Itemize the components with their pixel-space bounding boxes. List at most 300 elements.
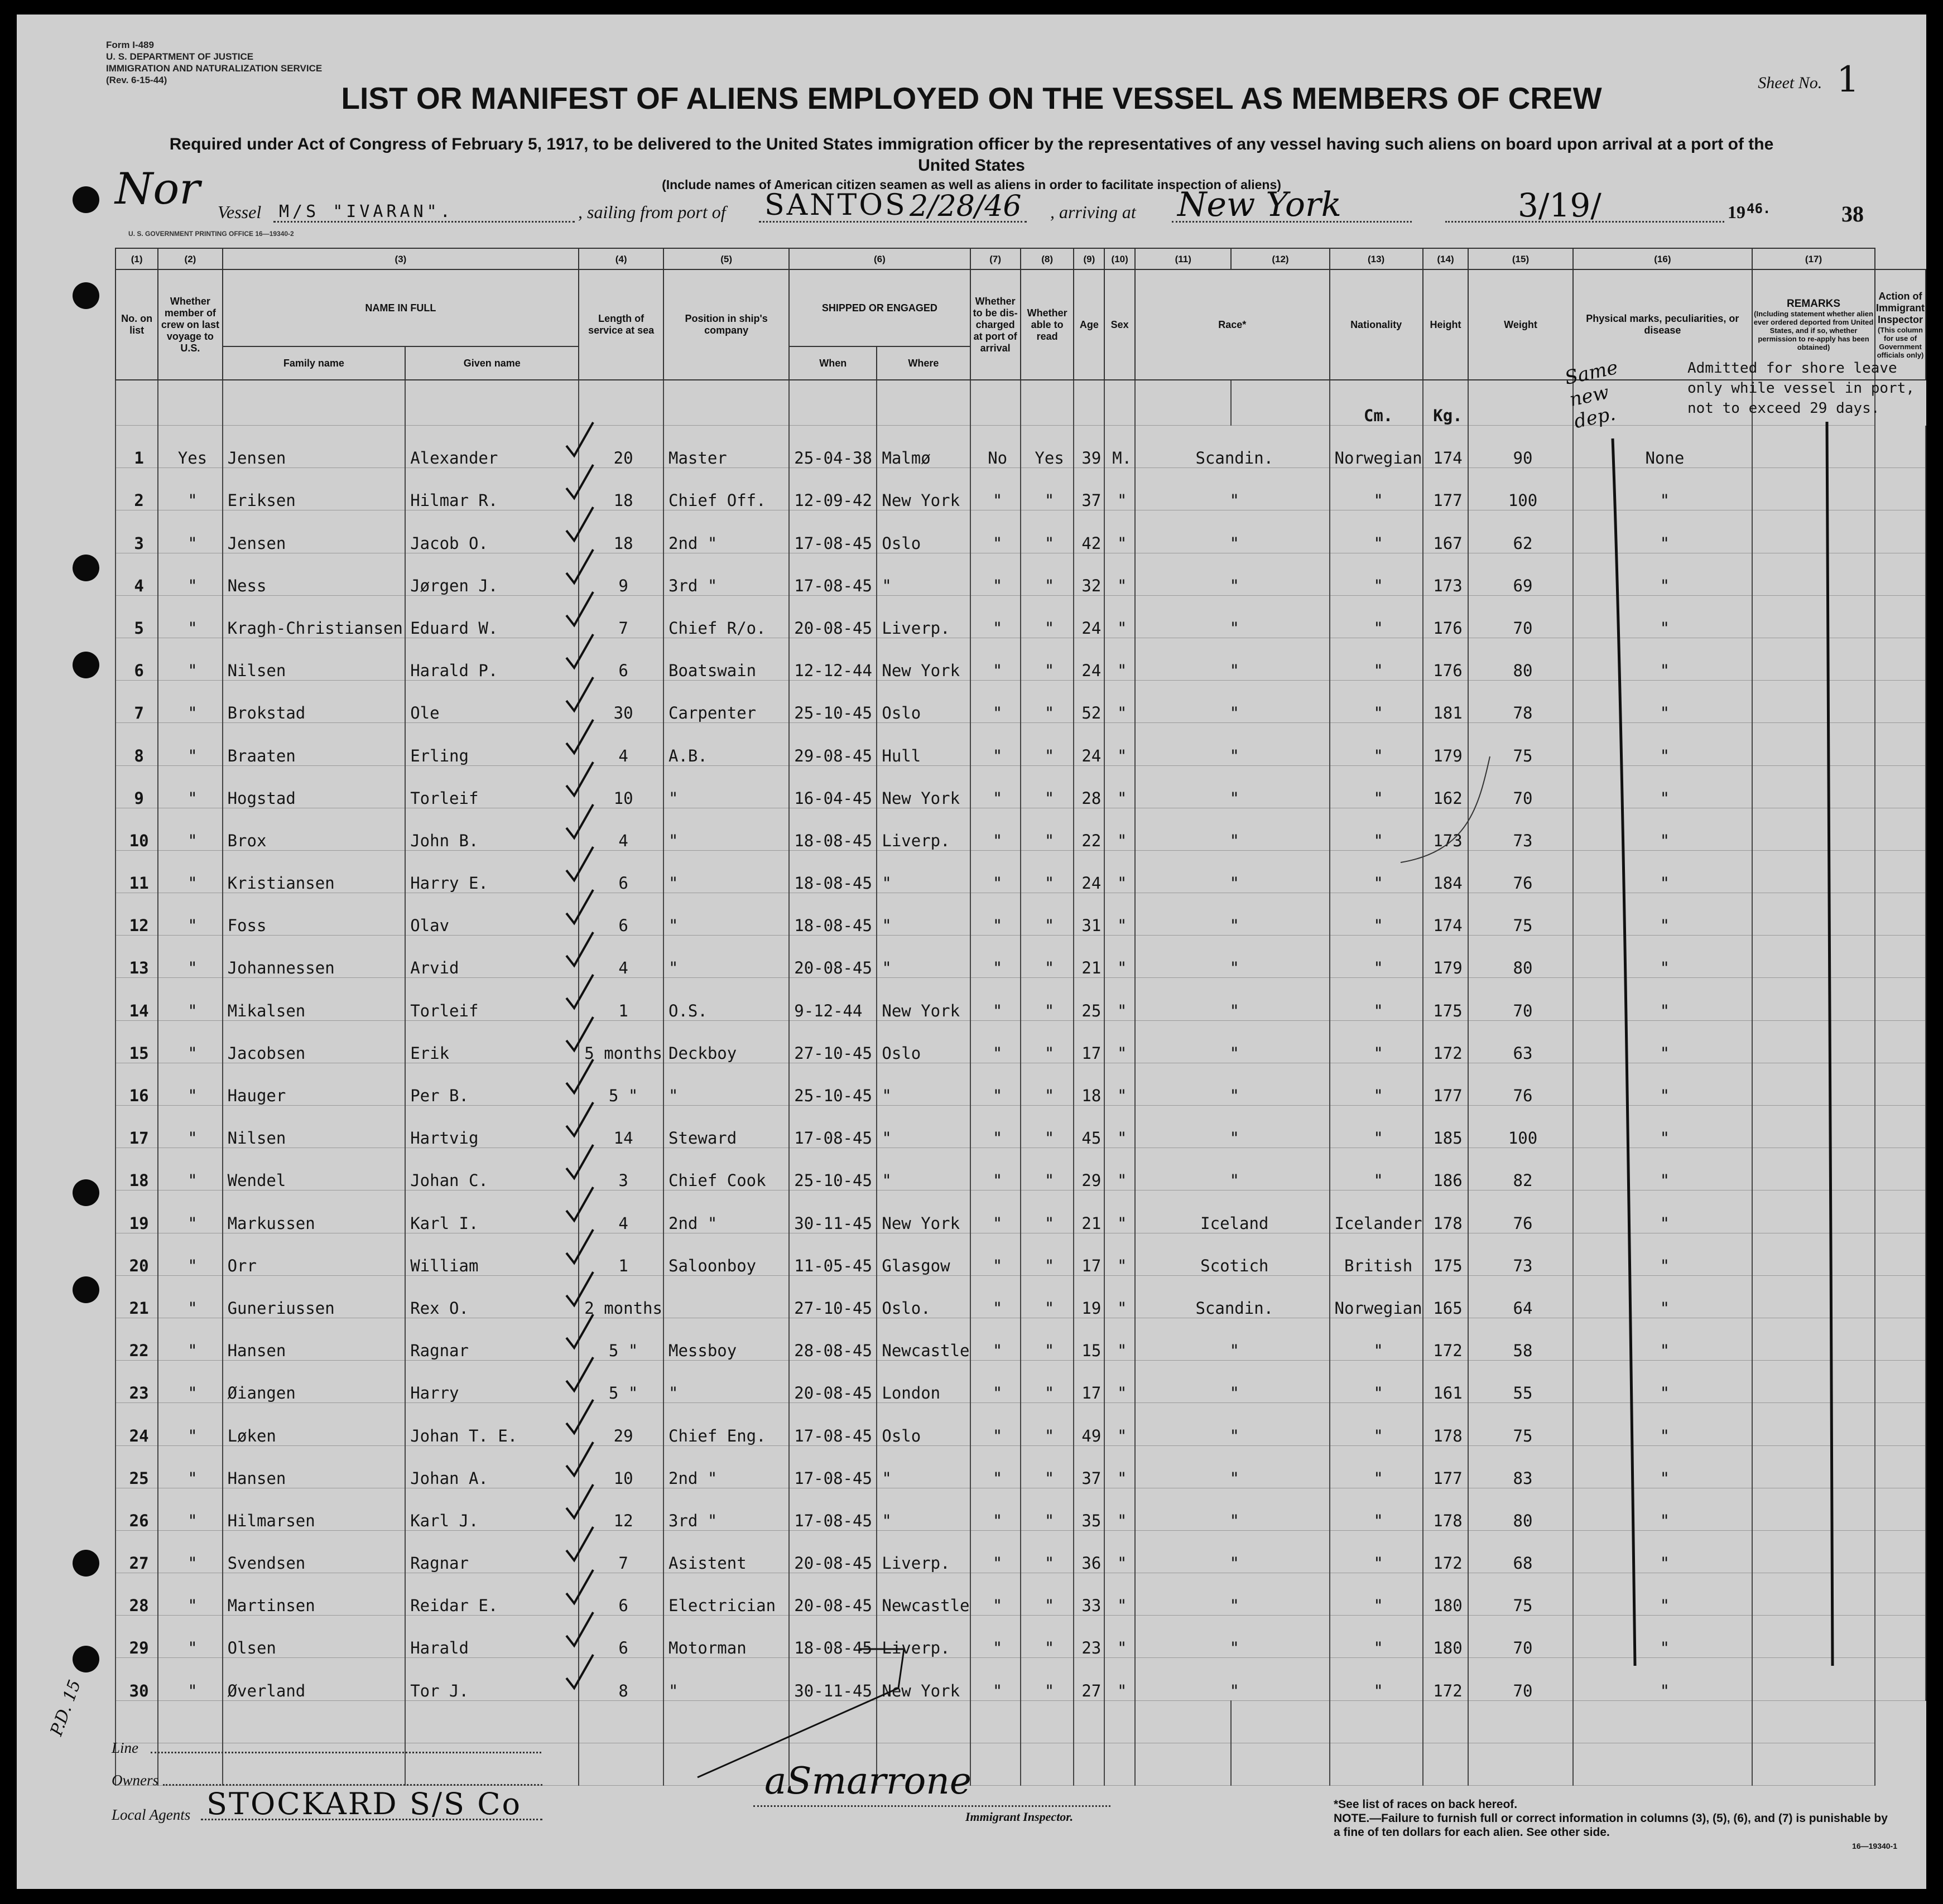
cell-race: " [1135,978,1329,1020]
height-unit: Cm. [1330,380,1423,426]
cell-height: 184 [1423,850,1469,893]
cell-no: 28 [116,1573,158,1616]
cell-weight: 82 [1468,1148,1572,1190]
remarks-cell [1752,1318,1875,1360]
cell-phys: " [1573,1658,1752,1700]
table-row [116,1020,1926,1063]
cell-given: Karl J. [405,1488,579,1530]
cell-given: Harry [405,1361,579,1403]
cell-age: 49 [1074,1403,1104,1445]
table-row [116,1106,1926,1148]
cell-weight: 78 [1468,681,1572,723]
cell-phys: " [1573,936,1752,978]
cell-family: Olsen [223,1616,406,1658]
cell-disch: " [970,1275,1021,1318]
cell-family: Øiangen [223,1361,406,1403]
cell-given: Harald [405,1616,579,1658]
owners-dotline [163,1784,542,1786]
cell-race: " [1135,1020,1329,1063]
remarks-typed: Admitted for shore leave only while vessel in port, not to exceed 29 days. [1687,360,1915,417]
cell-no: 2 [116,468,158,510]
cell-race: " [1135,1318,1329,1360]
cell-where: Oslo [877,510,970,553]
cell-age: 37 [1074,1445,1104,1488]
cell-no: 3 [116,510,158,553]
cell-age: 23 [1074,1616,1104,1658]
cell-read: " [1021,1403,1074,1445]
cell-age: 33 [1074,1573,1104,1616]
cell-nat: " [1330,1658,1423,1700]
cell-no: 13 [116,936,158,978]
cell-nat: " [1330,595,1423,638]
cell-given: John B. [405,808,579,850]
cell-nat: " [1330,978,1423,1020]
cell-no: 19 [116,1190,158,1233]
cell-nat: " [1330,638,1423,680]
cell-read: " [1021,510,1074,553]
cell-sex: " [1104,893,1135,936]
cell-where: Liverp. [877,1530,970,1573]
cell-read: " [1021,765,1074,808]
vessel-label: Vessel [218,202,262,222]
cell-height: 176 [1423,638,1469,680]
empty-row [116,1743,1926,1785]
cell-nat: " [1330,681,1423,723]
units-row [116,380,1926,426]
cell-height: 165 [1423,1275,1469,1318]
check-mark-icon [564,1525,595,1564]
cell-disch: " [970,893,1021,936]
cell-last: " [158,1063,222,1105]
cell-disch: " [970,638,1021,680]
cell-read: " [1021,850,1074,893]
cell-where: Malmø [877,426,970,468]
cell-service: 4 [579,808,663,850]
cell-phys: " [1573,723,1752,765]
cell-phys: " [1573,553,1752,595]
cell-given: Johan C. [405,1148,579,1190]
cell-when: 18-08-45 [789,1616,877,1658]
cell-position: Boatswain [663,638,789,680]
table-row [116,1445,1926,1488]
table-row [116,681,1926,723]
cell-where: Newcastle [877,1573,970,1616]
check-mark-icon [564,1482,595,1521]
binder-hole [73,1276,99,1303]
cell-disch: " [970,1106,1021,1148]
cell-where: Oslo [877,1403,970,1445]
remarks-cell [1752,1573,1875,1616]
cell-where: " [877,1106,970,1148]
arrival-date: 3/19/ [1518,186,1601,224]
cell-read: " [1021,595,1074,638]
action-cell [1875,723,1926,765]
cell-nat: Icelander [1330,1190,1423,1233]
cell-family: Wendel [223,1148,406,1190]
cell-age: 24 [1074,595,1104,638]
cell-service: 29 [579,1403,663,1445]
action-cell [1875,1275,1926,1318]
cell-when: 17-08-45 [789,1488,877,1530]
cell-weight: 90 [1468,426,1572,468]
cell-read: " [1021,978,1074,1020]
cell-phys: " [1573,1530,1752,1573]
cell-nat: " [1330,1616,1423,1658]
cell-last: " [158,510,222,553]
form-tag [106,39,322,86]
cell-nat: " [1330,723,1423,765]
cell-position: Messboy [663,1318,789,1360]
cell-read: " [1021,1190,1074,1233]
header-given-name: Given name [405,346,579,380]
cell-weight: 58 [1468,1318,1572,1360]
cell-disch: " [970,1318,1021,1360]
cell-position: Saloonboy [663,1233,789,1275]
header-nationality: Nationality [1330,269,1423,380]
cell-family: Nilsen [223,1106,406,1148]
cell-weight: 70 [1468,978,1572,1020]
cell-no: 29 [116,1616,158,1658]
table-row [116,1616,1926,1658]
cell-phys: " [1573,681,1752,723]
cell-read: " [1021,1361,1074,1403]
cell-weight: 80 [1468,638,1572,680]
cell-age: 31 [1074,893,1104,936]
cell-last: " [158,1106,222,1148]
cell-disch: " [970,1063,1021,1105]
cell-where: Glasgow [877,1233,970,1275]
cell-position: 3rd " [663,553,789,595]
cell-where: " [877,936,970,978]
cell-position: Deckboy [663,1020,789,1063]
cell-family: Markussen [223,1190,406,1233]
cell-family: Kragh-Christiansen [223,595,406,638]
cell-no: 7 [116,681,158,723]
cell-when: 17-08-45 [789,553,877,595]
cell-where: Oslo. [877,1275,970,1318]
cell-age: 45 [1074,1106,1104,1148]
cell-read: " [1021,1318,1074,1360]
remarks-cell [1752,1063,1875,1105]
cell-service: 2 months [579,1275,663,1318]
cell-weight: 76 [1468,1190,1572,1233]
action-cell [1875,1233,1926,1275]
cell-race: " [1135,1148,1329,1190]
cell-where: Liverp. [877,808,970,850]
check-mark-icon [564,632,595,671]
penalty-note: NOTE.—Failure to furnish full or correct information in columns (3), (5), (6), and (7) is punishable by a fine of ten dollars for each alien. See other side. [1334,1812,1888,1839]
cell-race: " [1135,1106,1329,1148]
remarks-cell [1752,765,1875,808]
cell-when: 20-08-45 [789,1530,877,1573]
cell-no: 10 [116,808,158,850]
cell-disch: " [970,1233,1021,1275]
cell-phys: " [1573,1233,1752,1275]
cell-position: A.B. [663,723,789,765]
cell-sex: " [1104,1616,1135,1658]
cell-when: 27-10-45 [789,1275,877,1318]
header-discharged: Whether to be dis-charged at port of arrival [970,269,1021,380]
cell-last: " [158,468,222,510]
cell-age: 52 [1074,681,1104,723]
cell-last: " [158,850,222,893]
cell-when: 11-05-45 [789,1233,877,1275]
action-note: (This column for use of Government officials only) [1877,325,1924,359]
check-mark-icon [564,845,595,884]
check-mark-icon [564,1312,595,1351]
cell-phys: " [1573,1488,1752,1530]
cell-last: " [158,765,222,808]
cell-position: 2nd " [663,1190,789,1233]
cell-service: 10 [579,765,663,808]
cell-nat: " [1330,1445,1423,1488]
crew-manifest-table [115,248,1926,1786]
cell-when: 18-08-45 [789,808,877,850]
cell-sex: " [1104,1190,1135,1233]
cell-last: " [158,1318,222,1360]
cell-nat: " [1330,936,1423,978]
cell-position: " [663,765,789,808]
cell-family: Jensen [223,426,406,468]
cell-phys: " [1573,1106,1752,1148]
table-row [116,1361,1926,1403]
cell-weight: 69 [1468,553,1572,595]
check-mark-icon [564,1057,595,1096]
action-cell [1875,1190,1926,1233]
cell-weight: 83 [1468,1445,1572,1488]
cell-no: 23 [116,1361,158,1403]
table-row [116,850,1926,893]
cell-last: " [158,1148,222,1190]
cell-phys: " [1573,1318,1752,1360]
cell-when: 20-08-45 [789,936,877,978]
cell-given: Erik [405,1020,579,1063]
agents-dotline [201,1819,542,1820]
cell-height: 181 [1423,681,1469,723]
cell-nat: " [1330,1148,1423,1190]
check-mark-icon [564,1440,595,1479]
cell-given: Per B. [405,1063,579,1105]
cell-given: Torleif [405,978,579,1020]
cell-read: " [1021,1445,1074,1488]
cell-disch: " [970,723,1021,765]
cell-no: 1 [116,426,158,468]
cell-sex: " [1104,1020,1135,1063]
cell-where: Oslo [877,681,970,723]
cell-no: 8 [116,723,158,765]
col-num-15: (15) [1468,248,1572,269]
cell-nat: " [1330,893,1423,936]
header-last-voyage: Whether member of crew on last voyage to U.S. [158,269,222,380]
cell-height: 173 [1423,553,1469,595]
cell-given: Eduard W. [405,595,579,638]
cell-family: Hauger [223,1063,406,1105]
cell-position: O.S. [663,978,789,1020]
table-row [116,638,1926,680]
arrival-date-dotline [1445,221,1724,223]
cell-height: 173 [1423,808,1469,850]
cell-phys: None [1573,426,1752,468]
cell-position: 2nd " [663,1445,789,1488]
cell-height: 174 [1423,893,1469,936]
cell-position: " [663,893,789,936]
cell-read: " [1021,1063,1074,1105]
table-row [116,1403,1926,1445]
printer-line: U. S. GOVERNMENT PRINTING OFFICE 16—19340-2 [128,230,294,238]
cell-service: 6 [579,638,663,680]
check-mark-icon [564,1610,595,1649]
cell-read: " [1021,1573,1074,1616]
header-position: Position in ship's company [663,269,789,380]
cell-race: Scandin. [1135,426,1329,468]
cell-position: " [663,1658,789,1700]
cell-position: Carpenter [663,681,789,723]
remarks-cell [1752,1530,1875,1573]
cell-no: 27 [116,1530,158,1573]
cell-no: 21 [116,1275,158,1318]
cell-when: 25-10-45 [789,1063,877,1105]
cell-when: 18-08-45 [789,893,877,936]
cell-phys: " [1573,1573,1752,1616]
cell-height: 172 [1423,1318,1469,1360]
check-mark-icon [564,930,595,969]
check-mark-icon [564,590,595,629]
check-mark-icon [564,1185,595,1224]
cell-sex: " [1104,553,1135,595]
cell-when: 25-10-45 [789,1148,877,1190]
cell-when: 12-12-44 [789,638,877,680]
cell-race: " [1135,850,1329,893]
cell-phys: " [1573,1616,1752,1658]
cell-when: 17-08-45 [789,1106,877,1148]
agents-value: STOCKARD S/S Co [206,1786,522,1821]
cell-last: " [158,638,222,680]
cell-service: 14 [579,1106,663,1148]
action-cell [1875,1616,1926,1658]
cell-disch: " [970,1190,1021,1233]
table-row [116,765,1926,808]
sailing-label: , sailing from port of [578,202,726,222]
cell-last: " [158,1403,222,1445]
cell-where: " [877,1488,970,1530]
cell-race: " [1135,1063,1329,1105]
cell-given: Jørgen J. [405,553,579,595]
cell-service: 5 " [579,1063,663,1105]
cell-no: 12 [116,893,158,936]
cell-when: 30-11-45 [789,1190,877,1233]
cell-phys: " [1573,1148,1752,1190]
cell-height: 174 [1423,426,1469,468]
cell-phys: " [1573,468,1752,510]
header-physical: Physical marks, peculiarities, or disease [1573,269,1752,380]
column-header-row [116,269,1926,346]
cell-family: Foss [223,893,406,936]
cell-last: " [158,723,222,765]
cell-last: " [158,1020,222,1063]
cell-family: Kristiansen [223,850,406,893]
cell-age: 22 [1074,808,1104,850]
cell-age: 21 [1074,1190,1104,1233]
col-num-8: (8) [1021,248,1074,269]
action-cell [1875,765,1926,808]
check-mark-icon [564,1652,595,1691]
races-note: *See list of races on back hereof. [1334,1798,1518,1811]
arriving-label: , arriving at [1050,202,1136,222]
col-num-2: (2) [158,248,222,269]
cell-disch: " [970,808,1021,850]
cell-family: Hilmarsen [223,1488,406,1530]
cell-height: 179 [1423,936,1469,978]
col-num-6: (6) [789,248,970,269]
action-cell [1875,1318,1926,1360]
table-row [116,1275,1926,1318]
cell-position: " [663,850,789,893]
header-shipped: SHIPPED OR ENGAGED [789,269,970,346]
cell-disch: " [970,1573,1021,1616]
cell-given: Ragnar [405,1318,579,1360]
table-row [116,595,1926,638]
cell-position: 3rd " [663,1488,789,1530]
cell-disch: " [970,468,1021,510]
cell-position: Steward [663,1106,789,1148]
cell-no: 6 [116,638,158,680]
cell-no: 24 [116,1403,158,1445]
action-cell [1875,1020,1926,1063]
cell-race: " [1135,1530,1329,1573]
cell-weight: 75 [1468,1573,1572,1616]
service: IMMIGRATION AND NATURALIZATION SERVICE [106,63,323,74]
cell-family: Svendsen [223,1530,406,1573]
action-cell [1875,1573,1926,1616]
cell-disch: " [970,681,1021,723]
cell-family: Eriksen [223,468,406,510]
remarks-cell [1752,1148,1875,1190]
cell-position: Chief Off. [663,468,789,510]
table-row [116,1063,1926,1105]
cell-race: " [1135,595,1329,638]
action-cell [1875,1403,1926,1445]
col-num-13: (13) [1330,248,1423,269]
cell-where: New York [877,765,970,808]
cell-weight: 76 [1468,850,1572,893]
remarks-cell [1752,978,1875,1020]
table-row [116,1530,1926,1573]
check-mark-icon [564,1397,595,1437]
remarks-cell [1752,681,1875,723]
cell-sex: " [1104,1106,1135,1148]
cell-service: 6 [579,850,663,893]
cell-disch: " [970,1403,1021,1445]
action-cell [1875,510,1926,553]
cell-when: 18-08-45 [789,850,877,893]
cell-given: Alexander [405,426,579,468]
header-weight: Weight [1468,269,1572,380]
check-mark-icon [564,760,595,799]
cell-weight: 100 [1468,1106,1572,1148]
cell-sex: " [1104,808,1135,850]
cell-given: Hartvig [405,1106,579,1148]
cell-family: Mikalsen [223,978,406,1020]
cell-read: " [1021,638,1074,680]
cell-family: Hogstad [223,765,406,808]
cell-no: 25 [116,1445,158,1488]
cell-service: 6 [579,893,663,936]
cell-service: 12 [579,1488,663,1530]
cell-no: 9 [116,765,158,808]
check-mark-icon [564,1568,595,1607]
cell-read: " [1021,1488,1074,1530]
cell-no: 22 [116,1318,158,1360]
